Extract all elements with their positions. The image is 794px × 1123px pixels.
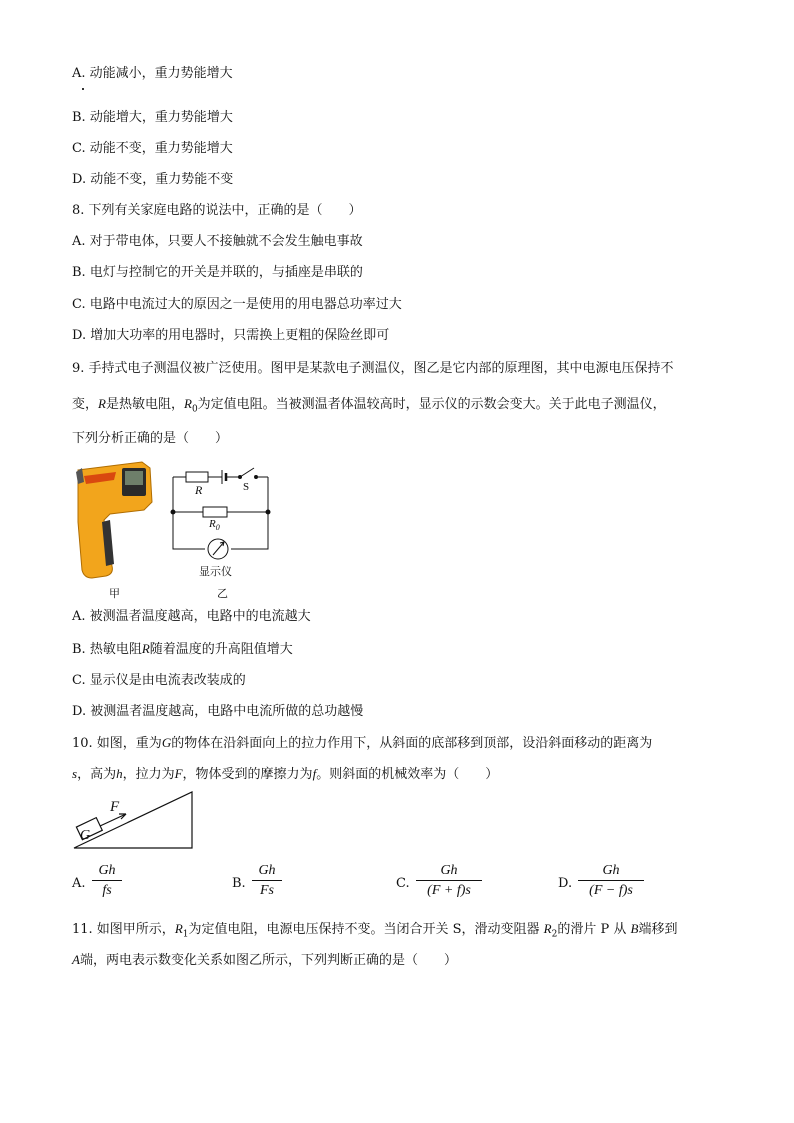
incline-figure: [72, 790, 196, 852]
q9-option-b: B. 热敏电阻R随着温度的升高阻值增大: [72, 641, 293, 657]
q7-option-b: B. 动能增大，重力势能增大: [72, 110, 233, 125]
q8-stem: 8. 下列有关家庭电路的说法中，正确的是（ ）: [72, 203, 362, 218]
circuit-label-r0: $R_0$: [209, 518, 220, 533]
q8-option-c: C. 电路中电流过大的原因之一是使用的用电器总功率过大: [72, 297, 402, 312]
q7-option-a: A. 动能减小，重力势能增大: [72, 66, 233, 81]
circuit-label-s: S: [243, 481, 250, 493]
q8-option-a: A. 对于带电体，只要人不接触就不会发生触电事故: [72, 234, 363, 249]
q8-option-b: B. 电灯与控制它的开关是并联的，与插座是串联的: [72, 265, 363, 280]
figure-jia-label: 甲: [109, 587, 120, 600]
q9-option-c: C. 显示仪是由电流表改装成的: [72, 673, 246, 688]
q7-option-d: D. 动能不变，重力势能不变: [72, 172, 234, 187]
q9-stem-line1: 9. 手持式电子测温仪被广泛使用。图甲是某款电子测温仪，图乙是它内部的原理图，其中电源电压保持不: [72, 361, 674, 376]
circuit-label-meter: 显示仪: [199, 565, 232, 578]
q9-stem-line3: 下列分析正确的是（ ）: [72, 431, 229, 446]
stray-dot: [82, 88, 84, 90]
q11-stem-line1: 11. 如图甲所示，$R_1$为定值电阻，电源电压保持不变。当闭合开关 S，滑动变阻器 $R_2$的滑片 P 从 B端移到: [72, 921, 678, 940]
q8-option-d: D. 增加大功率的用电器时，只需换上更粗的保险丝即可: [72, 328, 390, 343]
q10-stem-line2: s，高为h，拉力为F，物体受到的摩擦力为f。则斜面的机械效率为（ ）: [72, 766, 499, 782]
q10-stem-line1: 10. 如图，重为G的物体在沿斜面向上的拉力作用下，从斜面的底部移到顶部，设沿斜面移动的距离为: [72, 735, 653, 751]
circuit-label-r: R: [195, 483, 203, 497]
incline-label-f: F: [110, 799, 120, 815]
circuit-diagram: [168, 462, 278, 562]
figure-yi-label: 乙: [217, 587, 228, 600]
q9-option-a: A. 被测温者温度越高，电路中的电流越大: [72, 609, 311, 624]
incline-label-g: G: [80, 828, 91, 843]
thermometer-figure: [70, 458, 160, 580]
q10-options: A. $\frac{Gh}{fs}$ B. $\frac{Gh}{Fs}$ C. $\frac{Gh}{(F + f)s}$ D. $\frac{Gh}{(F - f)s}$: [72, 862, 732, 906]
q9-option-d: D. 被测温者温度越高，电路中电流所做的总功越慢: [72, 704, 364, 719]
q11-stem-line2: A端，两电表示数变化关系如图乙所示，下列判断正确的是（ ）: [72, 952, 457, 968]
q9-stem-line2: 变，R是热敏电阻，$R_0$为定值电阻。当被测温者体温较高时，显示仪的示数会变大。关于此电子测温仪，: [72, 396, 666, 415]
q7-option-c: C. 动能不变，重力势能增大: [72, 141, 233, 156]
